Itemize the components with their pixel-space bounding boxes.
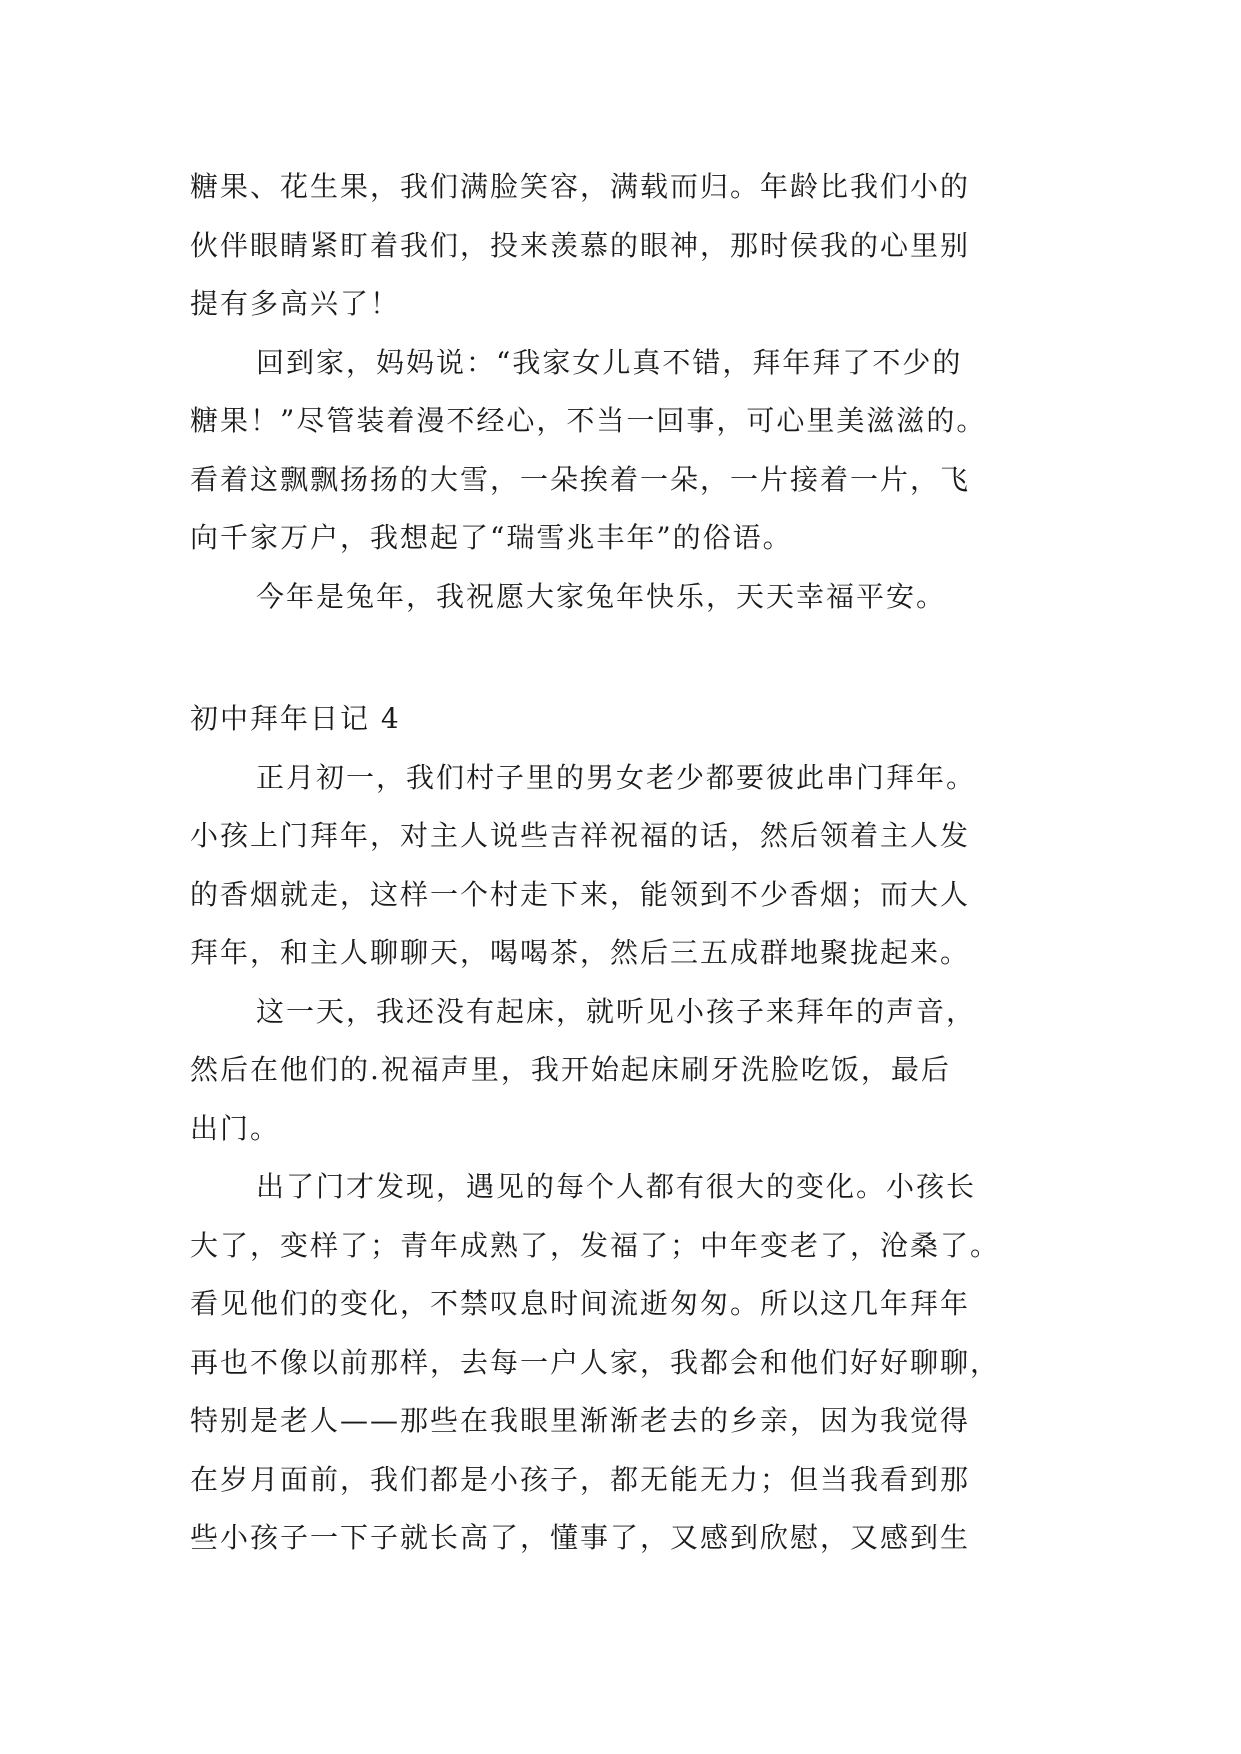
text-line: 提有多高兴了！ <box>190 287 401 320</box>
text-line: 糖果、花生果，我们满脸笑容，满载而归。年龄比我们小的 <box>190 170 971 203</box>
text-line: 出门。 <box>190 1111 281 1145</box>
text-line: 回到家，妈妈说：“我家女儿真不错，拜年拜了不少的 <box>256 345 963 379</box>
text-line: 看见他们的变化，不禁叹息时间流逝匆匆。所以这几年拜年 <box>190 1287 971 1320</box>
document-body <box>190 158 1070 1568</box>
text-line: 这一天，我还没有起床，就听见小孩子来拜年的声音， <box>256 994 977 1028</box>
text-line: 看着这飘飘扬扬的大雪，一朵挨着一朵，一片接着一片，飞 <box>190 462 971 496</box>
paragraph-changes <box>190 1158 1070 1568</box>
section-gap <box>190 626 1070 690</box>
paragraph-continued <box>190 158 1070 334</box>
text-line: 些小孩子一下子就长高了，懂事了，又感到欣慰，又感到生 <box>190 1521 971 1554</box>
text-line: 今年是兔年，我祝愿大家兔年快乐，天天幸福平安。 <box>256 579 947 613</box>
text-line: 特别是老人——那些在我眼里渐渐老去的乡亲，因为我觉得 <box>190 1404 971 1437</box>
text-line: 然后在他们的.祝福声里，我开始起床刷牙洗脸吃饭，最后 <box>190 1053 951 1086</box>
text-line: 大了，变样了；青年成熟了，发福了；中年变老了，沧桑了。 <box>190 1228 1001 1262</box>
paragraph-that-day <box>190 983 1070 1159</box>
text-line: 再也不像以前那样，去每一户人家，我都会和他们好好聊聊， <box>190 1345 1001 1379</box>
text-line: 伙伴眼睛紧盯着我们，投来羡慕的眼神，那时侯我的心里别 <box>190 228 971 262</box>
text-line: 在岁月面前，我们都是小孩子，都无能无力；但当我看到那 <box>190 1462 971 1496</box>
text-line: 小孩上门拜年，对主人说些吉祥祝福的话，然后领着主人发 <box>190 819 971 852</box>
paragraph-back-home <box>190 334 1070 568</box>
text-line: 的香烟就走，这样一个村走下来，能领到不少香烟；而大人 <box>190 877 971 911</box>
text-line: 向千家万户，我想起了“瑞雪兆丰年”的俗语。 <box>190 521 793 554</box>
text-line: 拜年，和主人聊聊天，喝喝茶，然后三五成群地聚拢起来。 <box>190 936 971 969</box>
paragraph-wishes <box>190 568 1070 627</box>
text-line: 正月初一，我们村子里的男女老少都要彼此串门拜年。 <box>256 760 977 794</box>
text-line: 出了门才发现，遇见的每个人都有很大的变化。小孩长 <box>256 1170 977 1203</box>
paragraph-new-year-day <box>190 749 1070 983</box>
section-heading: 初中拜年日记 4 <box>190 702 401 735</box>
text-line: 糖果！”尽管装着漫不经心，不当一回事，可心里美滋滋的。 <box>190 404 987 437</box>
